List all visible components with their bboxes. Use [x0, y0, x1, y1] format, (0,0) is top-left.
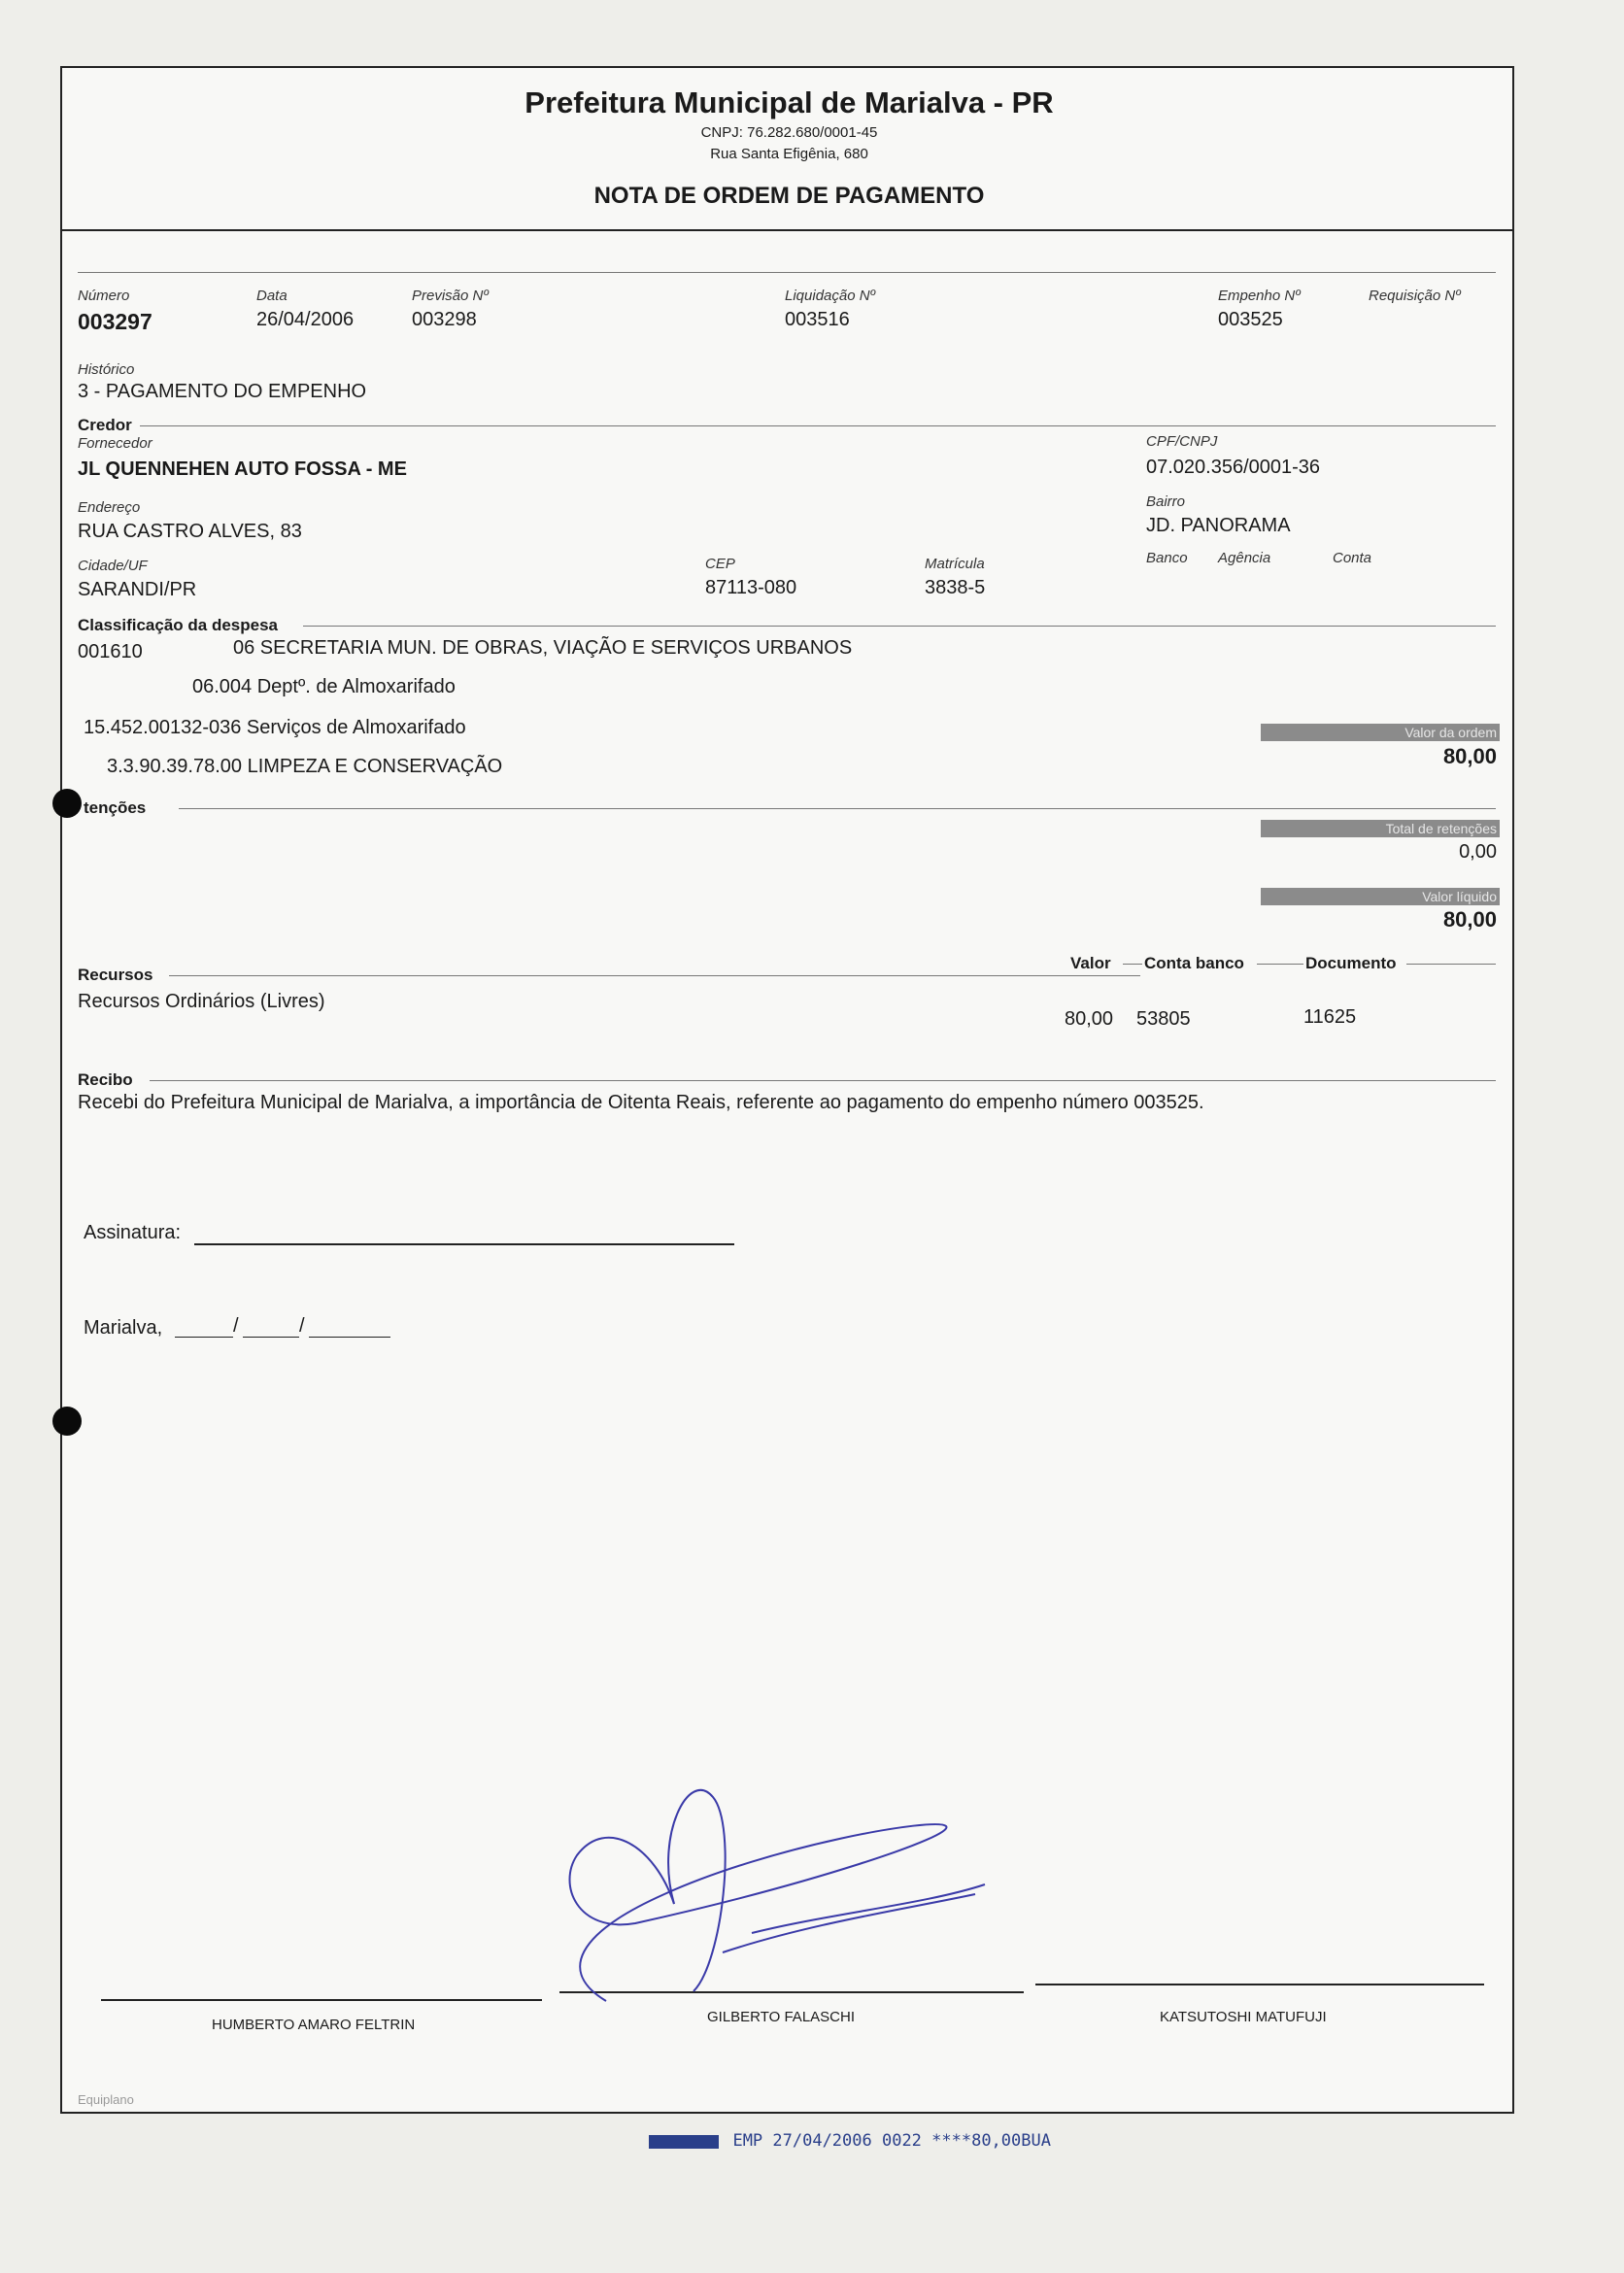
numero-label: Número: [78, 288, 130, 304]
local-data-label: Marialva,: [84, 1317, 163, 1339]
unidade-value: 06.004 Deptº. de Almoxarifado: [192, 676, 456, 697]
cep-value: 87113-080: [705, 577, 797, 598]
bank-stamp: [649, 2131, 1051, 2151]
bank-logo-icon: [649, 2135, 719, 2149]
recursos-valor: 80,00: [1065, 1008, 1114, 1030]
bairro-label: Bairro: [1146, 493, 1186, 510]
recursos-conta-header: Conta banco: [1144, 954, 1244, 972]
header-divider: [62, 229, 1512, 231]
endereco-label: Endereço: [78, 499, 141, 516]
cnpj-line: CNPJ: 76.282.680/0001-45: [700, 124, 878, 141]
previsao-value: 003298: [412, 309, 477, 330]
classificacao-section-title: Classificação da despesa: [78, 616, 279, 634]
empenho-label: Empenho Nº: [1218, 288, 1301, 304]
recibo-section-title: Recibo: [78, 1070, 133, 1089]
valor-ordem-value: 80,00: [1442, 744, 1497, 768]
signatory-1-name: HUMBERTO AMARO FELTRIN: [212, 2017, 416, 2033]
assinatura-line: [194, 1243, 734, 1245]
signatory-3-name: KATSUTOSHI MATUFUJI: [1160, 2009, 1327, 2025]
orgao-value: 06 SECRETARIA MUN. DE OBRAS, VIAÇÃO E SERVIÇOS URBANOS: [233, 637, 853, 659]
recursos-rule: [169, 975, 1140, 976]
conta-label: Conta: [1333, 550, 1372, 566]
recursos-header-dash-2: [1257, 964, 1303, 965]
date-day-line: [175, 1337, 233, 1338]
date-month-line: [243, 1337, 299, 1338]
date-slash-1: /: [233, 1315, 239, 1337]
bank-stamp-text: EMP 27/04/2006 0022 ****80,00BUA: [732, 2131, 1051, 2151]
endereco-value: RUA CASTRO ALVES, 83: [78, 521, 302, 542]
recursos-valor-header: Valor: [1070, 954, 1111, 972]
classificacao-code: 001610: [78, 641, 143, 662]
signature-line-3: [1035, 1984, 1484, 1985]
recursos-conta: 53805: [1136, 1008, 1191, 1030]
data-label: Data: [256, 288, 288, 304]
retencoes-section-title: tenções: [84, 798, 147, 817]
bairro-value: JD. PANORAMA: [1146, 515, 1291, 536]
valor-liquido-label: Valor líquido: [1261, 888, 1500, 905]
date-year-line: [309, 1337, 390, 1338]
liquidacao-label: Liquidação Nº: [785, 288, 876, 304]
funcional-value: 15.452.00132-036 Serviços de Almoxarifado: [84, 717, 466, 738]
valor-ordem-label: Valor da ordem: [1261, 724, 1500, 741]
recibo-rule: [150, 1080, 1496, 1081]
recursos-documento-header: Documento: [1305, 954, 1397, 972]
elemento-value: 3.3.90.39.78.00 LIMPEZA E CONSERVAÇÃO: [107, 756, 503, 777]
historico-label: Histórico: [78, 361, 135, 378]
data-value: 26/04/2006: [256, 309, 355, 330]
binder-hole-top: [52, 789, 82, 818]
recursos-header-dash-1: [1123, 964, 1142, 965]
payment-order-document: [60, 66, 1514, 2114]
municipality-title: Prefeitura Municipal de Marialva - PR: [524, 85, 1054, 119]
recursos-header-dash-3: [1406, 964, 1496, 965]
fornecedor-value: JL QUENNEHEN AUTO FOSSA - ME: [78, 458, 407, 480]
cpf-label: CPF/CNPJ: [1146, 433, 1218, 450]
requisicao-label: Requisição Nº: [1369, 288, 1461, 304]
valor-liquido-value: 80,00: [1442, 907, 1497, 932]
recursos-documento: 11625: [1303, 1006, 1357, 1028]
binder-hole-bottom: [52, 1407, 82, 1436]
historico-value: 3 - PAGAMENTO DO EMPENHO: [78, 381, 367, 402]
document-title: NOTA DE ORDEM DE PAGAMENTO: [593, 183, 985, 209]
banco-label: Banco: [1146, 550, 1188, 566]
matricula-value: 3838-5: [925, 577, 986, 598]
cep-label: CEP: [705, 556, 735, 572]
date-slash-2: /: [299, 1315, 305, 1337]
agencia-label: Agência: [1218, 550, 1271, 566]
credor-rule: [140, 425, 1496, 426]
recursos-fonte: Recursos Ordinários (Livres): [78, 991, 325, 1012]
empenho-value: 003525: [1218, 309, 1283, 330]
ident-top-rule: [78, 272, 1496, 273]
assinatura-label: Assinatura:: [84, 1222, 182, 1243]
credor-section-title: Credor: [78, 416, 132, 434]
cpf-value: 07.020.356/0001-36: [1146, 457, 1321, 478]
handwritten-signature: [519, 1778, 1024, 2011]
total-retencoes-value: 0,00: [1459, 841, 1497, 863]
retencoes-rule: [179, 808, 1496, 809]
signature-line-1: [101, 1999, 542, 2001]
previsao-label: Previsão Nº: [412, 288, 489, 304]
total-retencoes-label: Total de retenções: [1261, 820, 1500, 837]
fornecedor-label: Fornecedor: [78, 435, 152, 452]
cidade-value: SARANDI/PR: [78, 579, 197, 600]
address-line: Rua Santa Efigênia, 680: [710, 146, 868, 162]
recibo-text: Recebi do Prefeitura Municipal de Marialva, a importância de Oitenta Reais, referente ao pagamento do empenho número 003525.: [78, 1092, 1204, 1113]
recursos-section-title: Recursos: [78, 966, 153, 984]
signatory-2-name: GILBERTO FALASCHI: [707, 2009, 855, 2025]
equiplano-brand: Equiplano: [78, 2092, 134, 2107]
classificacao-rule: [303, 626, 1496, 627]
numero-value: 003297: [78, 309, 152, 334]
cidade-label: Cidade/UF: [78, 558, 148, 574]
matricula-label: Matrícula: [925, 556, 985, 572]
liquidacao-value: 003516: [785, 309, 850, 330]
